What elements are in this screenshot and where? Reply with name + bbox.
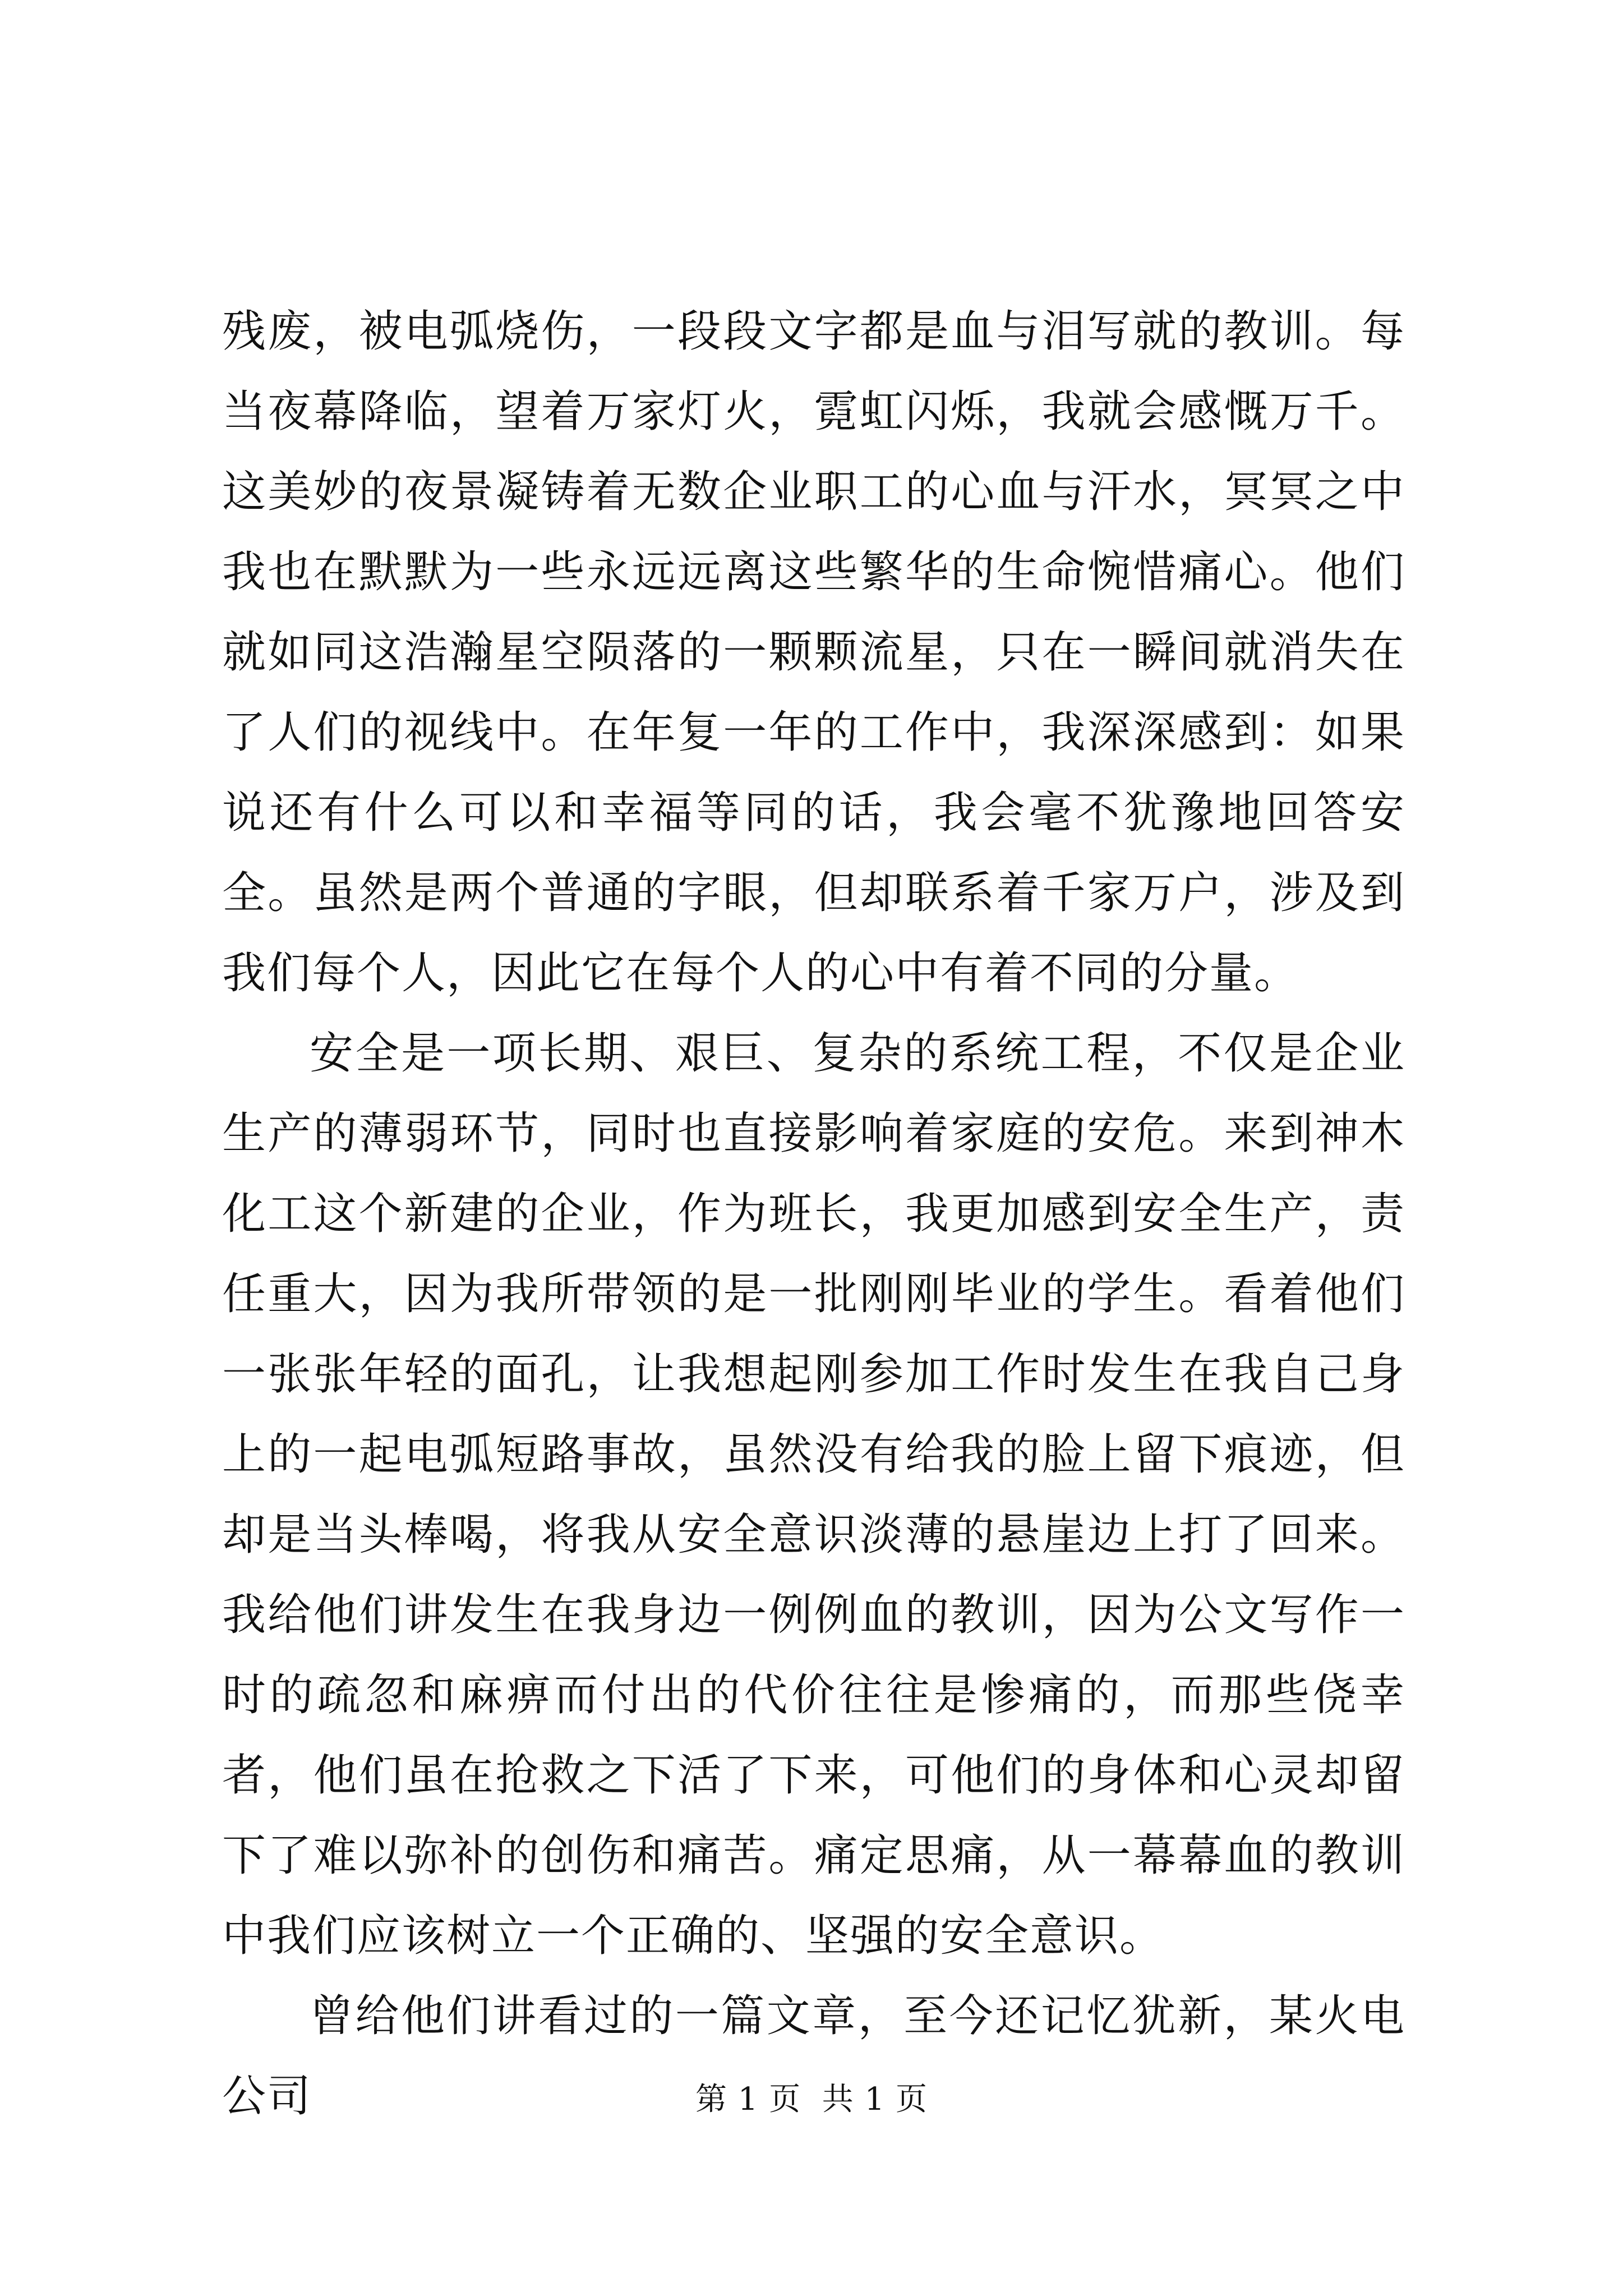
page-footer: [0, 2080, 1623, 2119]
document-body: [222, 292, 1405, 2137]
paragraph: 残废，被电弧烧伤，一段段文字都是血与泪写就的教训。每当夜幕降临，望着万家灯火，霓虹闪烁，我就会感慨万千。这美妙的夜景凝铸着无数企业职工的心血与汗水，冥冥之中我也在默默为一些永远远离这些繁华的生命惋惜痛心。他们就如同这浩瀚星空陨落的一颗颗流星，只在一瞬间就消失在了人们的视线中。在年复一年的工作中，我深深感到：如果说还有什么可以和幸福等同的话，我会毫不犹豫地回答安全。虽然是两个普通的字眼，但却联系着千家万户，涉及到我们每个人，因此它在每个人的心中有着不同的分量。: [222, 306, 1405, 999]
paragraph: 曾给他们讲看过的一篇文章，至今还记忆犹新，某火电公司: [222, 1991, 1405, 2122]
page-number-label: 第 1 页 共 1 页: [695, 2081, 928, 2118]
paragraph: 安全是一项长期、艰巨、复杂的系统工程，不仅是企业生产的薄弱环节，同时也直接影响着家庭的安危。来到神木化工这个新建的企业，作为班长，我更加感到安全生产，责任重大，因为我所带领的是一批刚刚毕业的学生。看着他们一张张年轻的面孔，让我想起刚参加工作时发生在我自己身上的一起电弧短路事故，虽然没有给我的脸上留下痕迹，但却是当头棒喝，将我从安全意识淡薄的悬崖边上打了回来。我给他们讲发生在我身边一例例血的教训，因为公文写作一时的疏忽和麻痹而付出的代价往往是惨痛的，而那些侥幸者，他们虽在抢救之下活了下来，可他们的身体和心灵却留下了难以弥补的创伤和痛苦。痛定思痛，从一幕幕血的教训中我们应该树立一个正确的、坚强的安全意识。: [222, 1028, 1405, 1961]
